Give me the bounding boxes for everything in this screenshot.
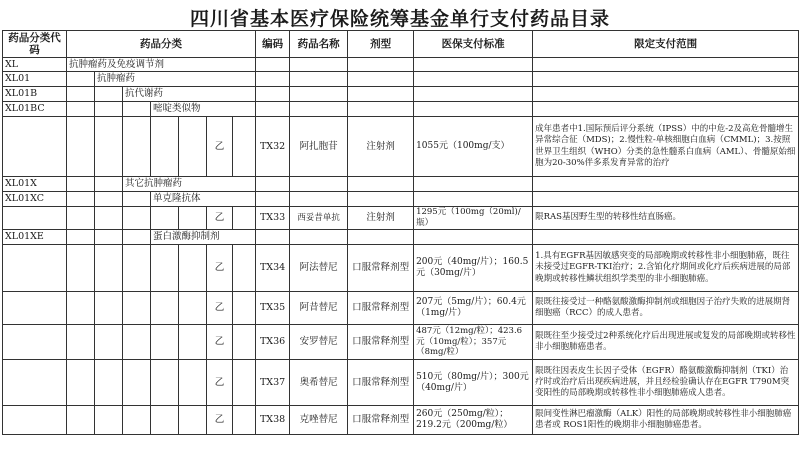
- category-code: XL01XE: [3, 230, 67, 245]
- drug-grade: 乙: [207, 207, 233, 230]
- drug-standard: 207元（5mg/片）；60.4元（1mg/片）: [414, 292, 533, 325]
- drug-scope: 限既往接受过一种酪氨酸激酶抑制剂或细胞因子治疗失败的进展期肾细胞癌（RCC）的成人患者。: [533, 292, 799, 325]
- drug-name: 阿扎胞苷: [290, 117, 348, 177]
- drug-name: 奥希替尼: [290, 360, 348, 406]
- drug-name: 阿法替尼: [290, 245, 348, 292]
- category-row-xl01xe: [3, 230, 799, 245]
- category-code: XL: [3, 58, 67, 72]
- drug-row-tx36: [3, 325, 799, 360]
- category-row-xl01x: [3, 177, 799, 192]
- category-name: 抗代谢药: [123, 87, 256, 102]
- drug-scope: 限RAS基因野生型的转移性结直肠癌。: [533, 207, 799, 230]
- header-row: [3, 31, 799, 58]
- drug-standard: 1055元（100mg/支）: [414, 117, 533, 177]
- drug-code: TX38: [256, 406, 290, 435]
- header-category: 药品分类: [67, 31, 256, 58]
- drug-standard: 510元（80mg/片）；300元（40mg/片）: [414, 360, 533, 406]
- drug-row-tx37: [3, 360, 799, 406]
- header-num: 编码: [256, 31, 290, 58]
- category-row-xl01xc: [3, 192, 799, 207]
- drug-form: 注射剂: [348, 207, 414, 230]
- drug-scope: 限间变性淋巴瘤激酶（ALK）阳性的局部晚期或转移性非小细胞肺癌患者或 ROS1阳性的晚期非小细胞肺癌患者。: [533, 406, 799, 435]
- category-code: XL01X: [3, 177, 67, 192]
- drug-code: TX35: [256, 292, 290, 325]
- category-code: XL01XC: [3, 192, 67, 207]
- drug-grade: 乙: [207, 245, 233, 292]
- drug-row-tx33: [3, 207, 799, 230]
- drug-name: 安罗替尼: [290, 325, 348, 360]
- header-payment-scope: 限定支付范围: [533, 31, 799, 58]
- drug-row-tx34: [3, 245, 799, 292]
- drug-form: 口服常释剂型: [348, 406, 414, 435]
- category-name: 单克隆抗体: [151, 192, 256, 207]
- drug-scope: 1.具有EGFR基因敏感突变的局部晚期或转移性非小细胞肺癌，既往未接受过EGFR-TKI治疗；2.含铂化疗期间或化疗后疾病进展的局部晚期或转移性鳞状组织学类型的非小细胞肺癌。: [533, 245, 799, 292]
- drug-name: 阿昔替尼: [290, 292, 348, 325]
- drug-standard: 260元（250mg/粒）；219.2元（200mg/粒）: [414, 406, 533, 435]
- drug-standard: 487元（12mg/粒）；423.6元（10mg/粒）；357元（8mg/粒）: [414, 325, 533, 360]
- drug-code: TX36: [256, 325, 290, 360]
- category-code: XL01BC: [3, 102, 67, 117]
- drug-standard: 1295元（100mg（20ml)/瓶）: [414, 207, 533, 230]
- drug-standard: 200元（40mg/片）；160.5元（30mg/片）: [414, 245, 533, 292]
- drug-row-tx35: [3, 292, 799, 325]
- drug-scope: 限既往因表皮生长因子受体（EGFR）酪氨酸激酶抑制剂（TKI）治疗时或治疗后出现疾病进展，并且经检验确认存在EGFR T790M突变阳性的局部晚期或转移性非小细胞肺癌成人患者。: [533, 360, 799, 406]
- drug-name: 克唑替尼: [290, 406, 348, 435]
- drug-form: 口服常释剂型: [348, 325, 414, 360]
- drug-form: 口服常释剂型: [348, 360, 414, 406]
- category-name: 抗肿瘤药及免疫调节剂: [67, 58, 256, 72]
- category-code: XL01: [3, 72, 67, 87]
- drug-grade: 乙: [207, 117, 233, 177]
- drug-code: TX33: [256, 207, 290, 230]
- header-category-code: 药品分类代码: [3, 31, 67, 58]
- drug-name: 西妥昔单抗: [290, 207, 348, 230]
- category-code: XL01B: [3, 87, 67, 102]
- drug-form: 注射剂: [348, 117, 414, 177]
- drug-grade: 乙: [207, 325, 233, 360]
- drug-list-table: [2, 30, 799, 435]
- drug-scope: 成年患者中1.国际预后评分系统（IPSS）中的中危-2及高危骨髓增生异常综合征（MDS)；2.慢性粒-单核细胞白血病（CMML)；3.按照世界卫生组织（WHO）分类的急性髓系白血病（AML）、骨髓原始细胞为20-30%伴多系发育异常的治疗: [533, 117, 799, 177]
- drug-form: 口服常释剂型: [348, 245, 414, 292]
- drug-grade: 乙: [207, 360, 233, 406]
- drug-row-tx38: [3, 406, 799, 435]
- drug-grade: 乙: [207, 292, 233, 325]
- drug-grade: 乙: [207, 406, 233, 435]
- category-name: 蛋白激酶抑制剂: [151, 230, 256, 245]
- header-dosage-form: 剂型: [348, 31, 414, 58]
- drug-row-tx32: [3, 117, 799, 177]
- category-row-xl01bc: [3, 102, 799, 117]
- header-drug-name: 药品名称: [290, 31, 348, 58]
- category-row-xl01b: [3, 87, 799, 102]
- category-row-xl: [3, 58, 799, 72]
- drug-code: TX32: [256, 117, 290, 177]
- drug-scope: 限既往至少接受过2种系统化疗后出现进展或复发的局部晚期或转移性非小细胞肺癌患者。: [533, 325, 799, 360]
- page-title: 四川省基本医疗保险统筹基金单行支付药品目录: [189, 8, 610, 30]
- category-name: 嘧啶类似物: [151, 102, 256, 117]
- drug-code: TX34: [256, 245, 290, 292]
- category-name: 抗肿瘤药: [95, 72, 256, 87]
- drug-code: TX37: [256, 360, 290, 406]
- header-payment-standard: 医保支付标准: [414, 31, 533, 58]
- category-row-xl01: [3, 72, 799, 87]
- drug-form: 口服常释剂型: [348, 292, 414, 325]
- category-name: 其它抗肿瘤药: [123, 177, 256, 192]
